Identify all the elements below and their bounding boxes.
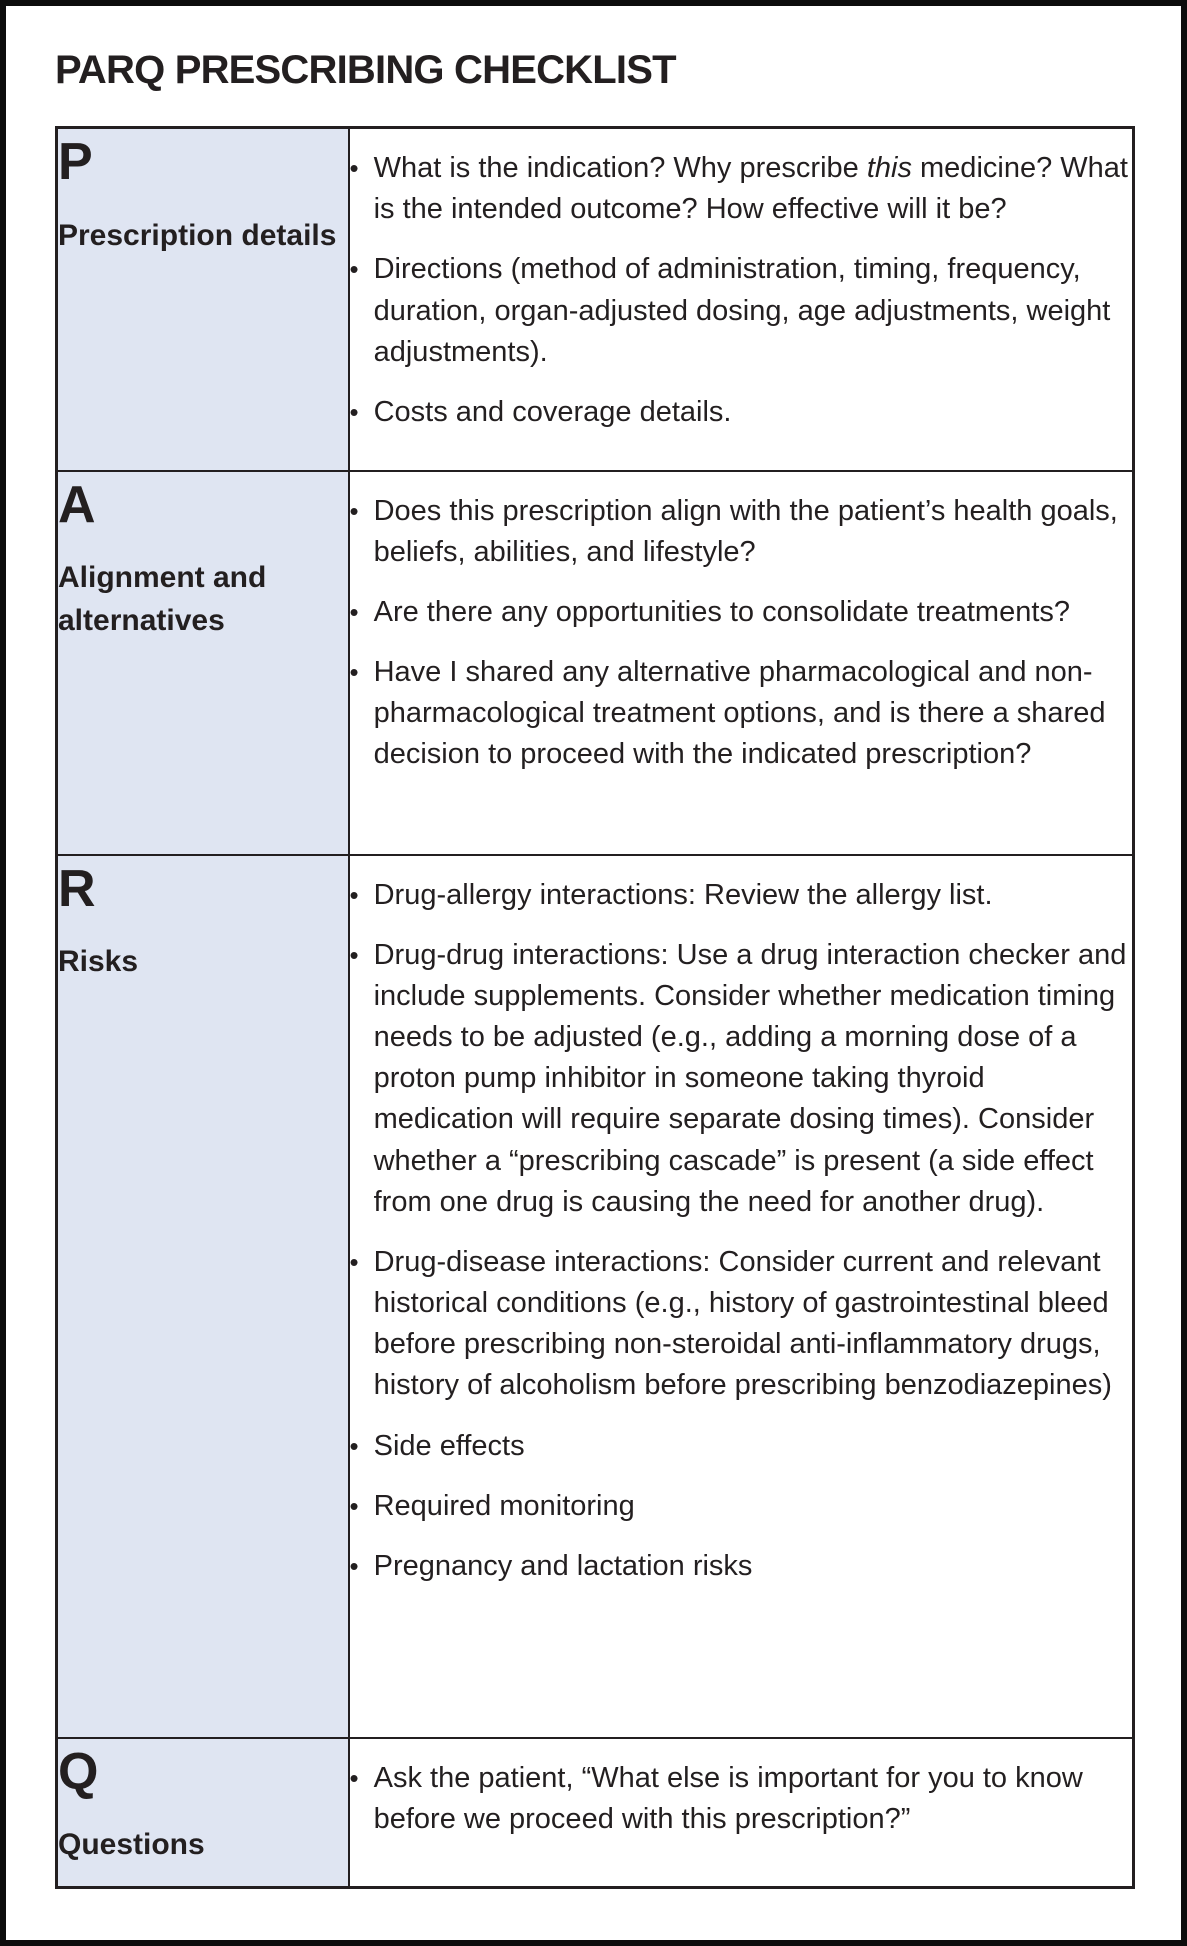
bullet-icon: • [349, 596, 359, 627]
page-title: PARQ PRESCRIBING CHECKLIST [55, 48, 676, 92]
bullet-list [350, 875, 1133, 1588]
bullet-text: Drug-disease interactions: Consider current and relevant historical conditions (e.g., history of gastrointestinal bleed before prescribing non-steroidal anti-inflammatory drugs, history of alcoholism before prescribing benzodiazepines) [373, 1245, 1112, 1402]
table-row-r [57, 855, 1134, 1738]
list-item [350, 652, 1133, 776]
bullet-icon: • [349, 1762, 359, 1793]
bullet-text: Required monitoring [373, 1489, 635, 1522]
bullet-text: Pregnancy and lactation risks [373, 1549, 753, 1582]
row-letter: Q [58, 1742, 99, 1801]
list-item [350, 1486, 1133, 1527]
row-key-p [57, 128, 349, 471]
bullet-icon: • [349, 879, 359, 910]
bullet-text: Directions (method of administration, timing, frequency, duration, organ-adjusted dosing, age adjustments, weight adjustments). [373, 253, 1111, 368]
bullet-text: Drug-allergy interactions: Review the allergy list. [373, 878, 993, 911]
bullet-text: Side effects [373, 1429, 525, 1462]
bullet-icon: • [349, 396, 359, 427]
row-content-q [349, 1738, 1134, 1888]
bullet-text: Drug-drug interactions: Use a drug interaction checker and include supplements. Consider whether medication timing needs to be adjusted (e.g., adding a morning dose of a proton pump inhibitor in someone taking thyroid medication will require separate dosing times). Consider whether a “prescribing cascade” is present (a side effect from one drug is causing the need for another drug). [373, 938, 1127, 1218]
bullet-list [350, 1758, 1133, 1840]
bullet-icon: • [349, 657, 359, 688]
bullet-icon: • [349, 254, 359, 285]
row-key-q [57, 1738, 349, 1888]
bullet-text: Costs and coverage details. [373, 395, 732, 428]
bullet-icon: • [349, 1430, 359, 1461]
bullet-text: Have I shared any alternative pharmacological and non-pharmacological treatment options, and is there a shared decision to proceed with the indicated prescription? [373, 656, 1106, 771]
list-item [350, 491, 1133, 573]
bullet-icon: • [349, 939, 359, 970]
list-item [350, 1546, 1133, 1587]
row-letter: P [58, 133, 93, 191]
table-row-a [57, 471, 1134, 855]
parq-checklist-table [55, 126, 1135, 1889]
bullet-icon: • [349, 1550, 359, 1581]
list-item [350, 1426, 1133, 1467]
row-label: Alignment and alternatives [58, 561, 267, 638]
bullet-text: Does this prescription align with the patient’s health goals, beliefs, abilities, and lifestyle? [373, 494, 1118, 568]
row-label: Prescription details [58, 218, 337, 252]
row-label: Risks [58, 945, 139, 979]
list-item [350, 875, 1133, 916]
bullet-text: Ask the patient, “What else is important for you to know before we proceed with this prescription?” [373, 1761, 1083, 1835]
row-key-a [57, 471, 349, 855]
bullet-list [350, 491, 1133, 776]
bullet-icon: • [349, 1246, 359, 1277]
list-item [350, 1242, 1133, 1407]
list-item [350, 148, 1133, 230]
list-item [350, 1758, 1133, 1840]
list-item [350, 592, 1133, 633]
row-letter: A [58, 475, 96, 534]
row-key-r [57, 855, 349, 1738]
bullet-icon: • [349, 153, 359, 183]
table-row-q [57, 1738, 1134, 1888]
bullet-text: What is the indication? Why prescribe this medicine? What is the intended outcome? How effective will it be? [373, 152, 1128, 226]
row-label: Questions [58, 1828, 205, 1862]
bullet-text: Are there any opportunities to consolidate treatments? [373, 595, 1071, 628]
row-content-p [349, 128, 1134, 471]
list-item [350, 935, 1133, 1223]
row-content-a [349, 471, 1134, 855]
bullet-icon: • [349, 495, 359, 526]
bullet-icon: • [349, 1490, 359, 1521]
list-item [350, 249, 1133, 373]
list-item [350, 392, 1133, 433]
table-row-p [57, 128, 1134, 471]
row-content-r [349, 855, 1134, 1738]
bullet-list [350, 148, 1133, 433]
row-letter: R [58, 859, 96, 918]
